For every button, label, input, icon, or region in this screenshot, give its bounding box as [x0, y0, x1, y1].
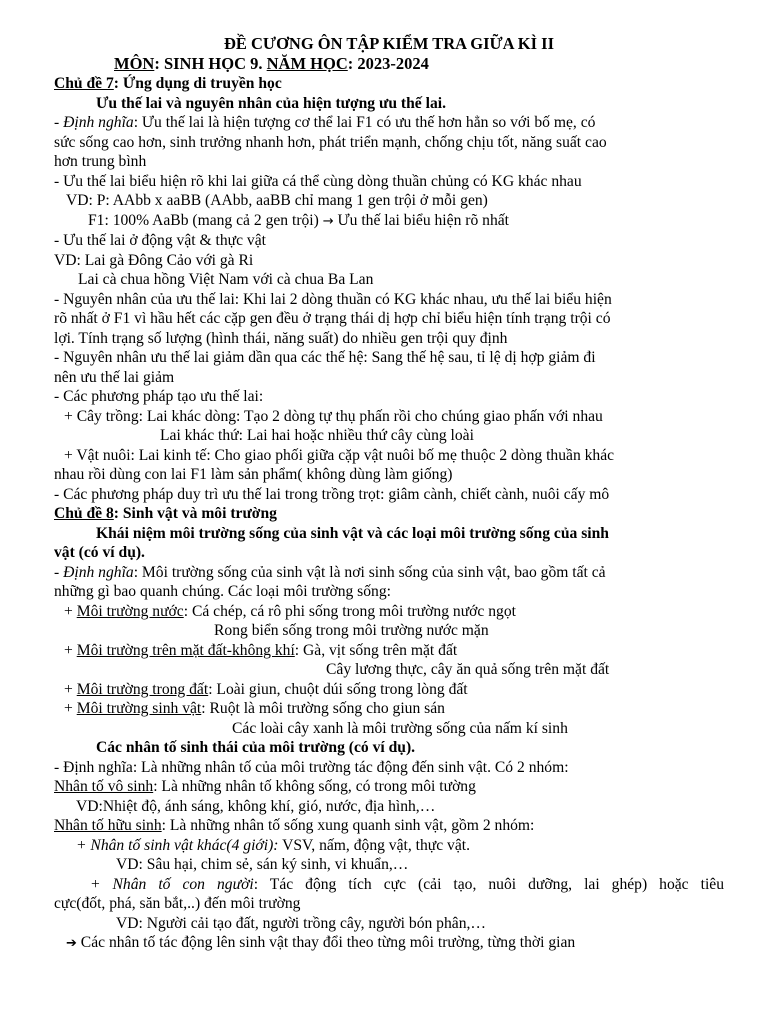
topic7-section1-title: Ưu thế lai và nguyên nhân của hiện tượng ưu thế lai.: [96, 94, 446, 112]
topic7-vd-f1-text: F1: 100% AaBb (mang cả 2 gen trội): [88, 211, 323, 229]
arrow-right-icon: ➔: [66, 936, 77, 951]
topic7-vd-f1: [54, 211, 724, 232]
env-soil-label: Môi trường trong đất: [76, 680, 209, 698]
bullet-plus: +: [64, 700, 77, 717]
topic7-vd-p: VD: P: AAbb x aaBB (AAbb, aaBB chỉ mang 1 gen trội ở mỗi gen): [66, 192, 488, 209]
human-factor-vd: VD: Người cải tạo đất, người trồng cây, người bón phân,…: [116, 914, 486, 932]
bullet-dash: -: [54, 114, 64, 131]
topic7-def-line2: sức sống cao hơn, sinh trưởng nhanh hơn, phát triển mạnh, chống chịu tốt, năng suất cao: [54, 133, 607, 151]
env-soil-text: : Loài giun, chuột dúi sống trong lòng đất: [208, 680, 468, 698]
topic7-heading-text: : Ứng dụng di truyền học: [113, 75, 282, 92]
topic8-heading: [54, 504, 724, 524]
env-land-text: : Gà, vịt sống trên mặt đất: [294, 641, 458, 659]
env-bio-text: : Ruột là môi trường sống cho giun sán: [201, 700, 445, 717]
topic7-def-line3: hơn trung bình: [54, 153, 147, 170]
arrow-right-icon: →: [322, 213, 334, 229]
topic7-def-line1: [54, 113, 724, 133]
env-bio-label: Môi trường sinh vật: [76, 700, 202, 717]
bullet-dash: -: [54, 563, 64, 581]
factors-definition: - Định nghĩa: Là những nhân tố của môi trường tác động đến sinh vật. Có 2 nhóm:: [54, 758, 569, 776]
abiotic-line: [54, 777, 724, 797]
env-water-2: Rong biển sống trong môi trường nước mặn: [214, 622, 489, 639]
document-page: [54, 34, 724, 954]
env-water-text: : Cá chép, cá rô phi sống trong môi trường nước ngọt: [183, 602, 516, 620]
topic8-def-line2: những gì bao quanh chúng. Các loại môi trường sống:: [54, 583, 391, 600]
biotic-label: Nhân tố hữu sinh: [54, 817, 162, 834]
topic8-heading-text: : Sinh vật và môi trường: [113, 505, 277, 522]
topic7-livestock-line2: nhau rồi dùng con lai F1 làm sản phẩm( không dùng làm giống): [54, 466, 453, 483]
topic8-section2-title: Các nhân tố sinh thái của môi trường (có ví dụ).: [96, 739, 416, 756]
subject-label: MÔN: [114, 54, 155, 73]
topic8-section1-line1: Khái niệm môi trường sống của sinh vật và các loại môi trường sống của sinh: [96, 524, 609, 542]
env-water-label: Môi trường nước: [76, 602, 184, 620]
env-land: [54, 641, 724, 661]
human-factor-line2: cực(đốt, phá, săn bắt,..) đến môi trường: [54, 895, 301, 912]
topic7-decline-line1: - Nguyên nhân ưu thế lai giảm dần qua các thế hệ: Sang thế hệ sau, tỉ lệ dị hợp giảm đi: [54, 349, 596, 366]
year-text: : 2023-2024: [347, 54, 429, 73]
topic7-maintain: - Các phương pháp duy trì ưu thế lai trong trồng trọt: giâm cành, chiết cành, nuôi cấy mô: [54, 485, 610, 503]
human-factor-line1: [54, 875, 724, 895]
env-bio: [54, 699, 724, 719]
conclusion-text: Các nhân tố tác động lên sinh vật thay đổi theo từng môi trường, từng thời gian: [76, 934, 576, 951]
topic8-heading-label: Chủ đề 8: [54, 505, 114, 522]
topic7-cause-line1: - Nguyên nhân của ưu thế lai: Khi lai 2 dòng thuần có KG khác nhau, ưu thế lai biểu hiện: [54, 290, 612, 308]
other-organisms-line: [54, 836, 724, 856]
topic8-section1-line2: vật (có ví dụ).: [54, 544, 145, 561]
topic7-livestock-line1: + Vật nuôi: Lai kinh tế: Cho giao phối giữa cặp vật nuôi bố mẹ thuộc 2 dòng thuần khác: [64, 446, 615, 464]
topic7-crops-line: + Cây trồng: Lai khác dòng: Tạo 2 dòng tự thụ phấn rồi cho chúng giao phấn với nhau: [64, 407, 603, 425]
other-organisms-label: + Nhân tố sinh vật khác(4 giới):: [76, 836, 279, 854]
topic8-def-line1: [54, 563, 724, 583]
abiotic-text: : Là những nhân tố không sống, có trong môi tường: [153, 778, 476, 795]
topic7-cause-line3: lợi. Tính trạng số lượng (hình thái, năng suất) do nhiều gen trội quy định: [54, 329, 508, 347]
abiotic-label: Nhân tố vô sinh: [54, 778, 154, 795]
year-label: NĂM HỌC: [266, 54, 348, 73]
topic7-decline-line2: nên ưu thế lai giảm: [54, 368, 175, 386]
env-soil: [54, 680, 724, 700]
topic8-def-label: Định nghĩa: [63, 563, 134, 581]
env-bio-2: Các loài cây xanh là môi trường sống của nấm kí sinh: [232, 719, 568, 737]
subject-text: : SINH HỌC 9.: [154, 54, 267, 73]
abiotic-vd: VD:Nhiệt độ, ánh sáng, không khí, gió, nước, địa hình,…: [76, 797, 436, 815]
topic7-vd-tomato: Lai cà chua hồng Việt Nam với cà chua Ba Lan: [78, 271, 374, 288]
topic7-vd-f1-result: Ưu thế lai biểu hiện rõ nhất: [333, 211, 509, 229]
other-organisms-vd: VD: Sâu hại, chim sẻ, sán ký sinh, vi khuẩn,…: [116, 856, 409, 873]
bullet-plus: +: [64, 602, 77, 620]
topic7-cause-line2: rõ nhất ở F1 vì hầu hết các cặp gen đều ở trạng thái dị hợp chỉ biểu hiện tính trạng trội có: [54, 310, 611, 327]
topic7-heading-label: Chủ đề 7: [54, 75, 114, 92]
topic7-animals-plants: - Ưu thế lai ở động vật & thực vật: [54, 232, 266, 249]
document-subtitle: [54, 54, 724, 74]
biotic-text: : Là những nhân tố sống xung quanh sinh vật, gồm 2 nhóm:: [161, 817, 535, 834]
env-water: [54, 602, 724, 622]
human-factor-text: : Tác động tích cực (cải tạo, nuôi dưỡng, lai ghép) hoặc tiêu: [253, 875, 724, 893]
topic7-expression-line: - Ưu thế lai biểu hiện rõ khi lai giữa cá thể cùng dòng thuần chủng có KG khác nhau: [54, 172, 582, 190]
topic7-crops-line2: Lai khác thứ: Lai hai hoặc nhiều thứ cây cùng loài: [160, 427, 474, 444]
bullet-plus: +: [64, 641, 77, 659]
human-factor-label: + Nhân tố con người: [90, 875, 254, 893]
topic7-heading: [54, 74, 724, 94]
document-title: ĐỀ CƯƠNG ÔN TẬP KIỂM TRA GIỮA KÌ II: [223, 34, 555, 53]
conclusion-line: [54, 933, 724, 954]
topic7-vd-chicken: VD: Lai gà Đông Cảo với gà Ri: [54, 251, 254, 269]
topic7-def-label: Định nghĩa: [63, 114, 134, 131]
bullet-plus: +: [64, 680, 77, 698]
topic7-methods: - Các phương pháp tạo ưu thế lai:: [54, 388, 264, 405]
topic7-def-text: : Ưu thế lai là hiện tượng cơ thể lai F1 có ưu thế hơn hẳn so với bố mẹ, có: [133, 114, 596, 131]
topic8-def-text: : Môi trường sống của sinh vật là nơi sinh sống của sinh vật, bao gồm tất cả: [133, 563, 606, 581]
env-land-label: Môi trường trên mặt đất-không khí: [76, 641, 295, 659]
env-land-2: Cây lương thực, cây ăn quả sống trên mặt đất: [326, 661, 610, 678]
other-organisms-text: VSV, nấm, động vật, thực vật.: [278, 836, 471, 854]
biotic-line: [54, 816, 724, 836]
